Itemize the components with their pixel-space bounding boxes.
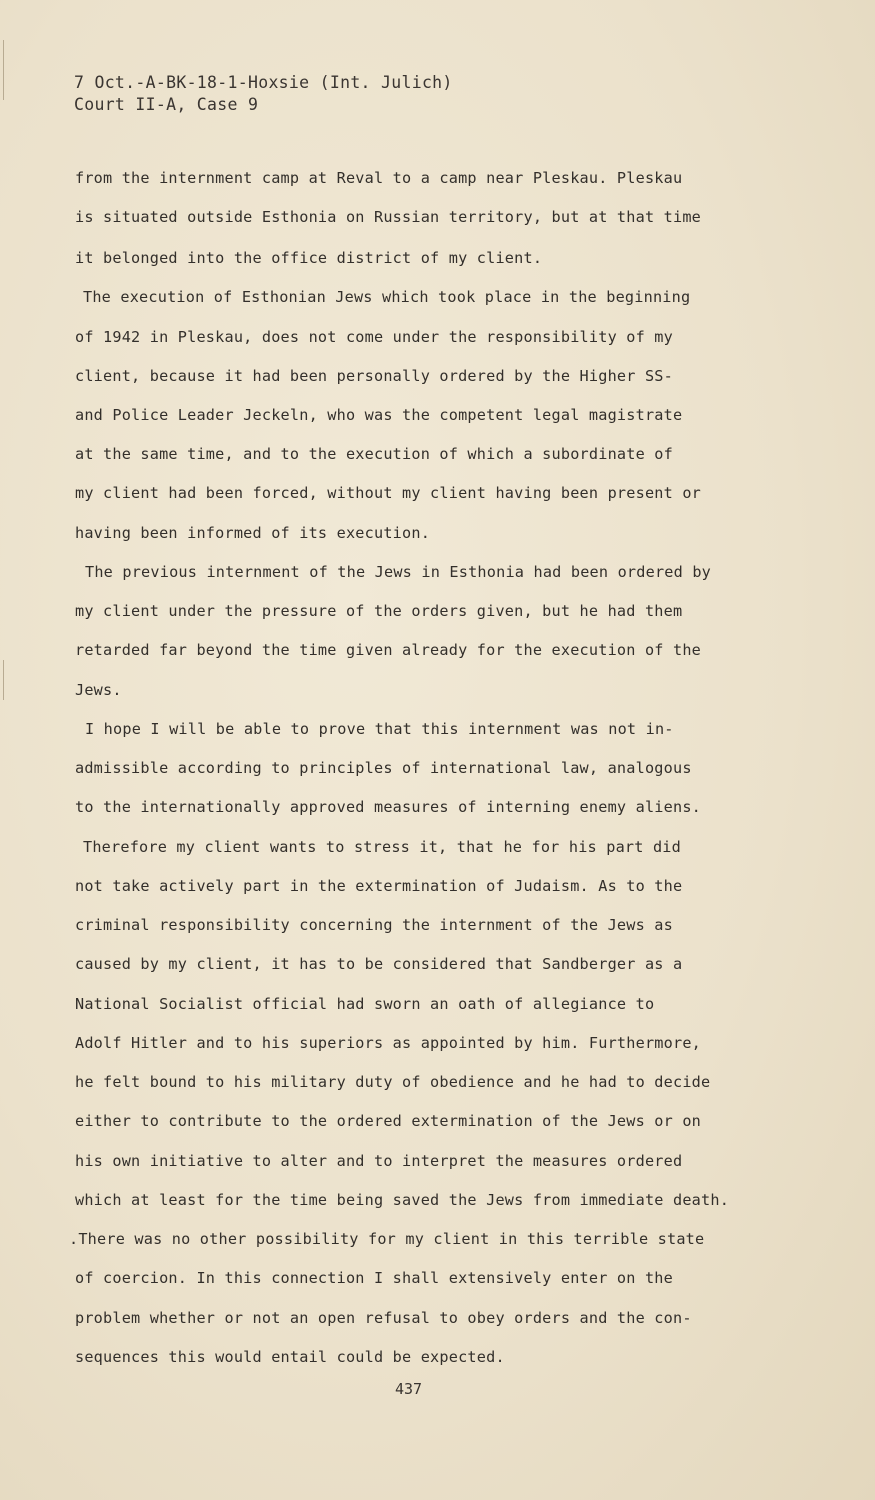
text-line: Adolf Hitler and to his superiors as appointed by him. Furthermore, bbox=[75, 1034, 702, 1052]
text-line: client, because it had been personally ordered by the Higher SS- bbox=[75, 367, 673, 385]
text-line: Therefore my client wants to stress it, that he for his part did bbox=[83, 838, 681, 856]
text-line: retarded far beyond the time given already for the execution of the bbox=[75, 641, 702, 659]
text-line: and Police Leader Jeckeln, who was the competent legal magistrate bbox=[75, 406, 683, 424]
page-number: 437 bbox=[395, 1380, 423, 1398]
text-line: he felt bound to his military duty of obedience and he had to decide bbox=[75, 1073, 711, 1091]
text-line: which at least for the time being saved the Jews from immediate death. bbox=[75, 1191, 730, 1209]
text-line: at the same time, and to the execution of which a subordinate of bbox=[75, 445, 673, 463]
text-line: of coercion. In this connection I shall extensively enter on the bbox=[75, 1269, 673, 1287]
text-line: either to contribute to the ordered extermination of the Jews or on bbox=[75, 1112, 702, 1130]
header-reference-line: 7 Oct.-A-BK-18-1-Hoxsie (Int. Julich) bbox=[74, 73, 453, 92]
text-line: it belonged into the office district of my client. bbox=[75, 249, 543, 267]
text-line: I hope I will be able to prove that this internment was not in- bbox=[85, 720, 674, 738]
text-line: to the internationally approved measures of interning enemy aliens. bbox=[75, 798, 702, 816]
text-line: having been informed of its execution. bbox=[75, 524, 431, 542]
text-line: admissible according to principles of international law, analogous bbox=[75, 759, 692, 777]
text-line: my client had been forced, without my client having been present or bbox=[75, 484, 702, 502]
text-line: .There was no other possibility for my client in this terrible state bbox=[69, 1230, 705, 1248]
text-line: criminal responsibility concerning the internment of the Jews as bbox=[75, 916, 673, 934]
text-line: problem whether or not an open refusal to obey orders and the con- bbox=[75, 1309, 692, 1327]
header-court-line: Court II-A, Case 9 bbox=[74, 95, 259, 114]
text-line: his own initiative to alter and to interpret the measures ordered bbox=[75, 1152, 683, 1170]
text-line: The execution of Esthonian Jews which took place in the beginning bbox=[83, 288, 691, 306]
text-line: The previous internment of the Jews in Esthonia had been ordered by bbox=[85, 563, 712, 581]
page-edge-mark bbox=[3, 40, 4, 100]
page-edge-mark bbox=[3, 660, 4, 700]
text-line: of 1942 in Pleskau, does not come under the responsibility of my bbox=[75, 328, 673, 346]
text-line: National Socialist official had sworn an oath of allegiance to bbox=[75, 995, 655, 1013]
document-header bbox=[74, 72, 453, 116]
text-line: from the internment camp at Reval to a camp near Pleskau. Pleskau bbox=[75, 169, 683, 187]
text-line: not take actively part in the extermination of Judaism. As to the bbox=[75, 877, 683, 895]
text-line: Jews. bbox=[75, 681, 122, 699]
text-line: caused by my client, it has to be considered that Sandberger as a bbox=[75, 955, 683, 973]
text-line: is situated outside Esthonia on Russian territory, but at that time bbox=[75, 208, 702, 226]
text-line: sequences this would entail could be expected. bbox=[75, 1348, 505, 1366]
text-line: my client under the pressure of the orders given, but he had them bbox=[75, 602, 683, 620]
